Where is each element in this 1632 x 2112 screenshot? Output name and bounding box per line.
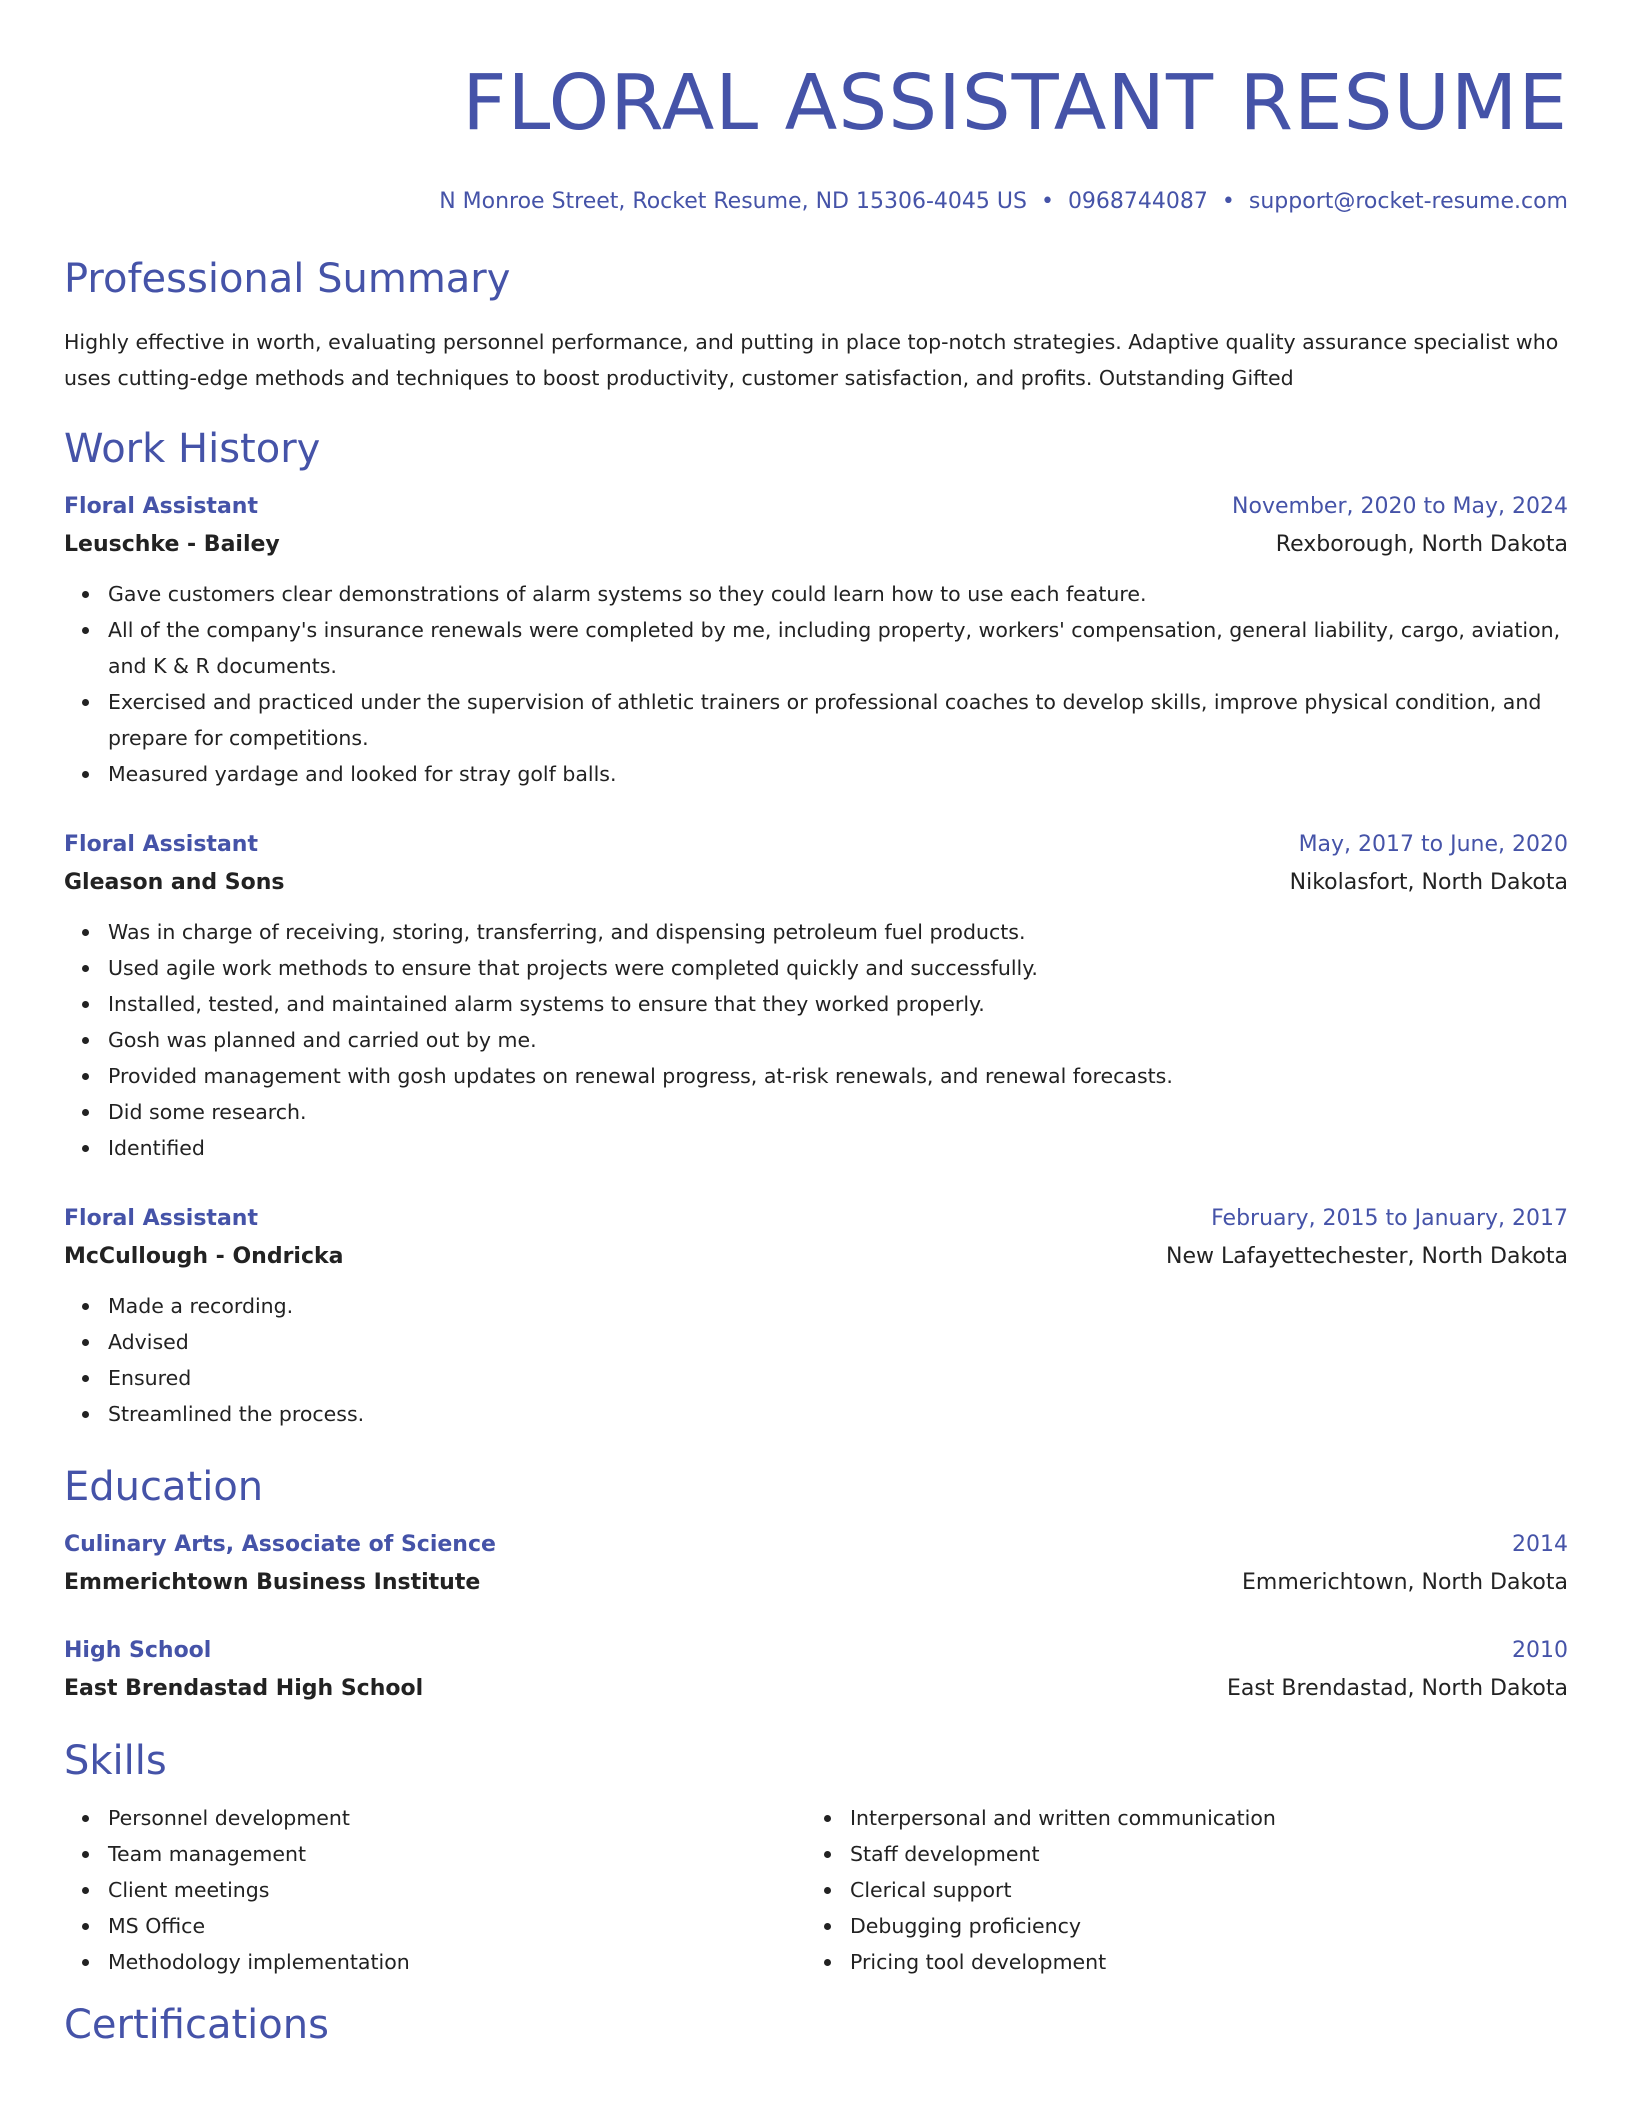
job-duties bbox=[64, 1288, 1568, 1432]
contact-email: support@rocket-resume.com bbox=[1248, 189, 1568, 214]
job-duties bbox=[64, 576, 1568, 792]
job-employer: Gleason and Sons bbox=[64, 870, 285, 895]
list-item: Measured yardage and looked for stray golf balls. bbox=[108, 756, 1568, 792]
job-location: Nikolasfort, North Dakota bbox=[1289, 870, 1568, 895]
job-entry bbox=[64, 488, 1568, 792]
list-item: Client meetings bbox=[108, 1872, 806, 1908]
list-item: Pricing tool development bbox=[850, 1944, 1548, 1980]
list-item: Provided management with gosh updates on renewal progress, at-risk renewals, and renewal forecasts. bbox=[108, 1058, 1568, 1094]
contact-phone: 0968744087 bbox=[1067, 189, 1208, 214]
job-location: Rexborough, North Dakota bbox=[1275, 532, 1568, 557]
job-title: Floral Assistant bbox=[64, 832, 258, 857]
list-item: Was in charge of receiving, storing, transferring, and dispensing petroleum fuel products. bbox=[108, 914, 1568, 950]
job-title: Floral Assistant bbox=[64, 1206, 258, 1231]
list-item: Did some research. bbox=[108, 1094, 1568, 1130]
list-item: Personnel development bbox=[108, 1800, 806, 1836]
resume-page bbox=[64, 0, 1568, 2050]
list-item: Debugging proficiency bbox=[850, 1908, 1548, 1944]
list-item: Ensured bbox=[108, 1360, 1568, 1396]
list-item: Used agile work methods to ensure that projects were completed quickly and successfully. bbox=[108, 950, 1568, 986]
job-dates: February, 2015 to January, 2017 bbox=[1211, 1206, 1568, 1231]
certifications-heading: Certifications bbox=[64, 2002, 329, 2048]
summary-text: Highly effective in worth, evaluating personnel performance, and putting in place top-notch strategies. Adaptive quality assurance specialist who uses cutting-edge methods and techniques to boost productivity, customer satisfaction, and profits. Outstanding Gifted bbox=[64, 330, 1559, 390]
resume-title: FLORAL ASSISTANT RESUME bbox=[462, 59, 1568, 148]
summary-heading: Professional Summary bbox=[64, 256, 511, 302]
job-dates: November, 2020 to May, 2024 bbox=[1232, 494, 1568, 519]
job-employer: McCullough - Ondricka bbox=[64, 1244, 344, 1269]
contact-line bbox=[64, 188, 1568, 216]
education-school: Emmerichtown Business Institute bbox=[64, 1570, 481, 1595]
skills-items bbox=[806, 1800, 1548, 1980]
education-school: East Brendastad High School bbox=[64, 1676, 424, 1701]
education-year: 2010 bbox=[1512, 1638, 1568, 1663]
list-item: Advised bbox=[108, 1324, 1568, 1360]
skills-heading: Skills bbox=[64, 1738, 167, 1784]
job-employer: Leuschke - Bailey bbox=[64, 532, 280, 557]
skills-column-right bbox=[806, 1800, 1548, 1980]
list-item: Clerical support bbox=[850, 1872, 1548, 1908]
education-entry bbox=[64, 1526, 1568, 1602]
education-degree: High School bbox=[64, 1638, 212, 1663]
list-item: All of the company's insurance renewals were completed by me, including property, workers' compensation, general liability, cargo, aviation, and K & R documents. bbox=[108, 612, 1568, 684]
job-location: New Lafayettechester, North Dakota bbox=[1166, 1244, 1568, 1269]
list-item: Gosh was planned and carried out by me. bbox=[108, 1022, 1568, 1058]
education-heading: Education bbox=[64, 1464, 264, 1510]
job-dates: May, 2017 to June, 2020 bbox=[1298, 832, 1568, 857]
work-history-heading: Work History bbox=[64, 426, 321, 472]
education-entry bbox=[64, 1632, 1568, 1708]
list-item: Gave customers clear demonstrations of alarm systems so they could learn how to use each feature. bbox=[108, 576, 1568, 612]
contact-separator: • bbox=[1221, 189, 1235, 214]
list-item: Made a recording. bbox=[108, 1288, 1568, 1324]
contact-separator: • bbox=[1040, 189, 1054, 214]
skills-items bbox=[64, 1800, 806, 1980]
job-title: Floral Assistant bbox=[64, 494, 258, 519]
skills-list bbox=[64, 1800, 1568, 1980]
education-location: East Brendastad, North Dakota bbox=[1226, 1676, 1568, 1701]
list-item: Team management bbox=[108, 1836, 806, 1872]
skills-column-left bbox=[64, 1800, 806, 1980]
job-duties bbox=[64, 914, 1568, 1166]
education-degree: Culinary Arts, Associate of Science bbox=[64, 1532, 496, 1557]
list-item: Staff development bbox=[850, 1836, 1548, 1872]
list-item: Streamlined the process. bbox=[108, 1396, 1568, 1432]
list-item: Methodology implementation bbox=[108, 1944, 806, 1980]
list-item: Exercised and practiced under the supervision of athletic trainers or professional coaches to develop skills, improve physical condition, and prepare for competitions. bbox=[108, 684, 1568, 756]
list-item: Installed, tested, and maintained alarm systems to ensure that they worked properly. bbox=[108, 986, 1568, 1022]
education-year: 2014 bbox=[1512, 1532, 1568, 1557]
job-entry bbox=[64, 826, 1568, 1166]
contact-address: N Monroe Street, Rocket Resume, ND 15306-4045 US bbox=[439, 189, 1027, 214]
list-item: Interpersonal and written communication bbox=[850, 1800, 1548, 1836]
list-item: MS Office bbox=[108, 1908, 806, 1944]
education-location: Emmerichtown, North Dakota bbox=[1242, 1570, 1568, 1595]
list-item: Identified bbox=[108, 1130, 1568, 1166]
job-entry bbox=[64, 1200, 1568, 1432]
